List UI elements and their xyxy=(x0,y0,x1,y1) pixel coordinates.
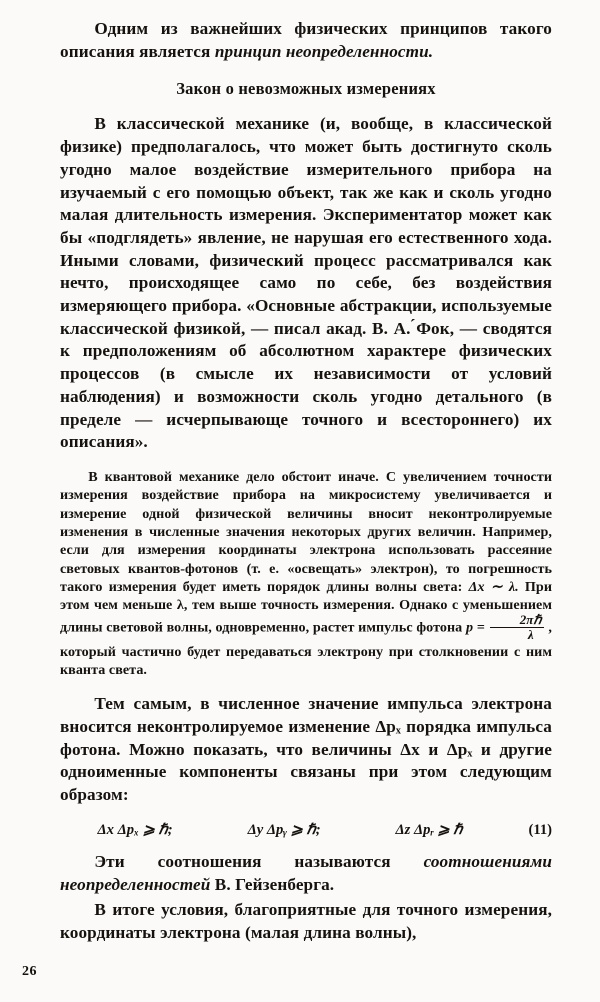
paragraph-heisenberg xyxy=(60,851,552,896)
section-heading: Закон о невозможных измерениях xyxy=(176,79,436,99)
equation-uncertainty-relations xyxy=(60,821,552,839)
opening-italic-term: принцип неопределенности. xyxy=(214,41,434,61)
inline-fraction-photon-momentum xyxy=(490,613,544,641)
equation-item-x: Δx Δpₓ ⩾ ℏ; xyxy=(97,821,173,838)
equation-item-y: Δy Δpᵧ ⩾ ℏ; xyxy=(247,821,321,838)
quantum-text-2: При этом чем меньше λ, тем выше точность измерения. Однако с уменьшением длины световой волны, одновременно, растет импульс фотона xyxy=(60,578,552,636)
inline-formula-momentum-lead: p = xyxy=(465,619,489,636)
heisenberg-lead-text: Эти соотношения называются xyxy=(94,851,424,871)
heisenberg-tail-text: В. Гейзенберга. xyxy=(210,874,335,894)
paragraph-momentum-uncertainty: Тем самым, в численное значение импульса электрона вносится неконтролируемое изменение Δpₓ порядка импульса фотона. Можно показать, что величины Δx и Δpₓ и другие одноименные компоненты связаны при этом следующим образом: xyxy=(60,694,552,805)
fraction-denominator: λ xyxy=(490,627,544,642)
quantum-text-1: В квантовой механике дело обстоит иначе. С увеличением точности измерения воздействие прибора на микросистему увеличивается и измерение одной физической величины вносит неконтролируемые изменения в численные значения некоторых других величин. Например, если для измерения координаты электрона использовать рассеяние световых квантов-фотонов (т. е. «освещать» электрон), то погрешность такого измерения будет иметь порядок длины волны света: xyxy=(60,468,552,595)
heisenberg-italic-term: соотношениями неопределенностей xyxy=(60,851,552,894)
equation-number: (11) xyxy=(528,821,552,838)
fraction-numerator: 2πℏ xyxy=(519,612,542,628)
paragraph-opening xyxy=(60,18,552,63)
paragraph-quantum-part1 xyxy=(60,468,552,679)
paragraph-classical-mechanics: В классической механике (и, вообще, в классической физике) предполагалось, что может быть достигнуто сколь угодно малое воздействие измерительного прибора на изучаемый с его помощью объект, так же как и сколь угодно малая длительность измерения. Экспериментатор может как бы «подглядеть» явление, не нарушая его естественного хода. Иными словами, физический процесс рассматривался как нечто, происходящее само по себе, без воздействия измеряющего прибора. «Основные абстракции, используемые классической физикой, — писал акад. В. А. ́Фок, — сводятся к предположениям об абсолютном характере физических процессов (в смысле их независимости от условий наблюдения) и возможности сколь угодно детального (в пределе — исчерпывающе точного и всестороннего) их описания». xyxy=(60,114,552,452)
quantum-text-3: , который частично будет передаваться электрону при столкновении с ним кванта света. xyxy=(60,619,552,678)
equation-items xyxy=(60,821,518,839)
opening-text: Одним из важнейших физических принципов такого описания является xyxy=(60,19,552,61)
page-number: 26 xyxy=(22,964,37,979)
equation-item-z: Δz Δpᵣ ⩾ ℏ xyxy=(395,821,463,838)
paragraph-final: В итоге условия, благоприятные для точного измерения, координаты электрона (малая длина волны), xyxy=(60,899,552,942)
inline-formula-delta-x-lambda: Δx ∼ λ. xyxy=(468,578,519,595)
